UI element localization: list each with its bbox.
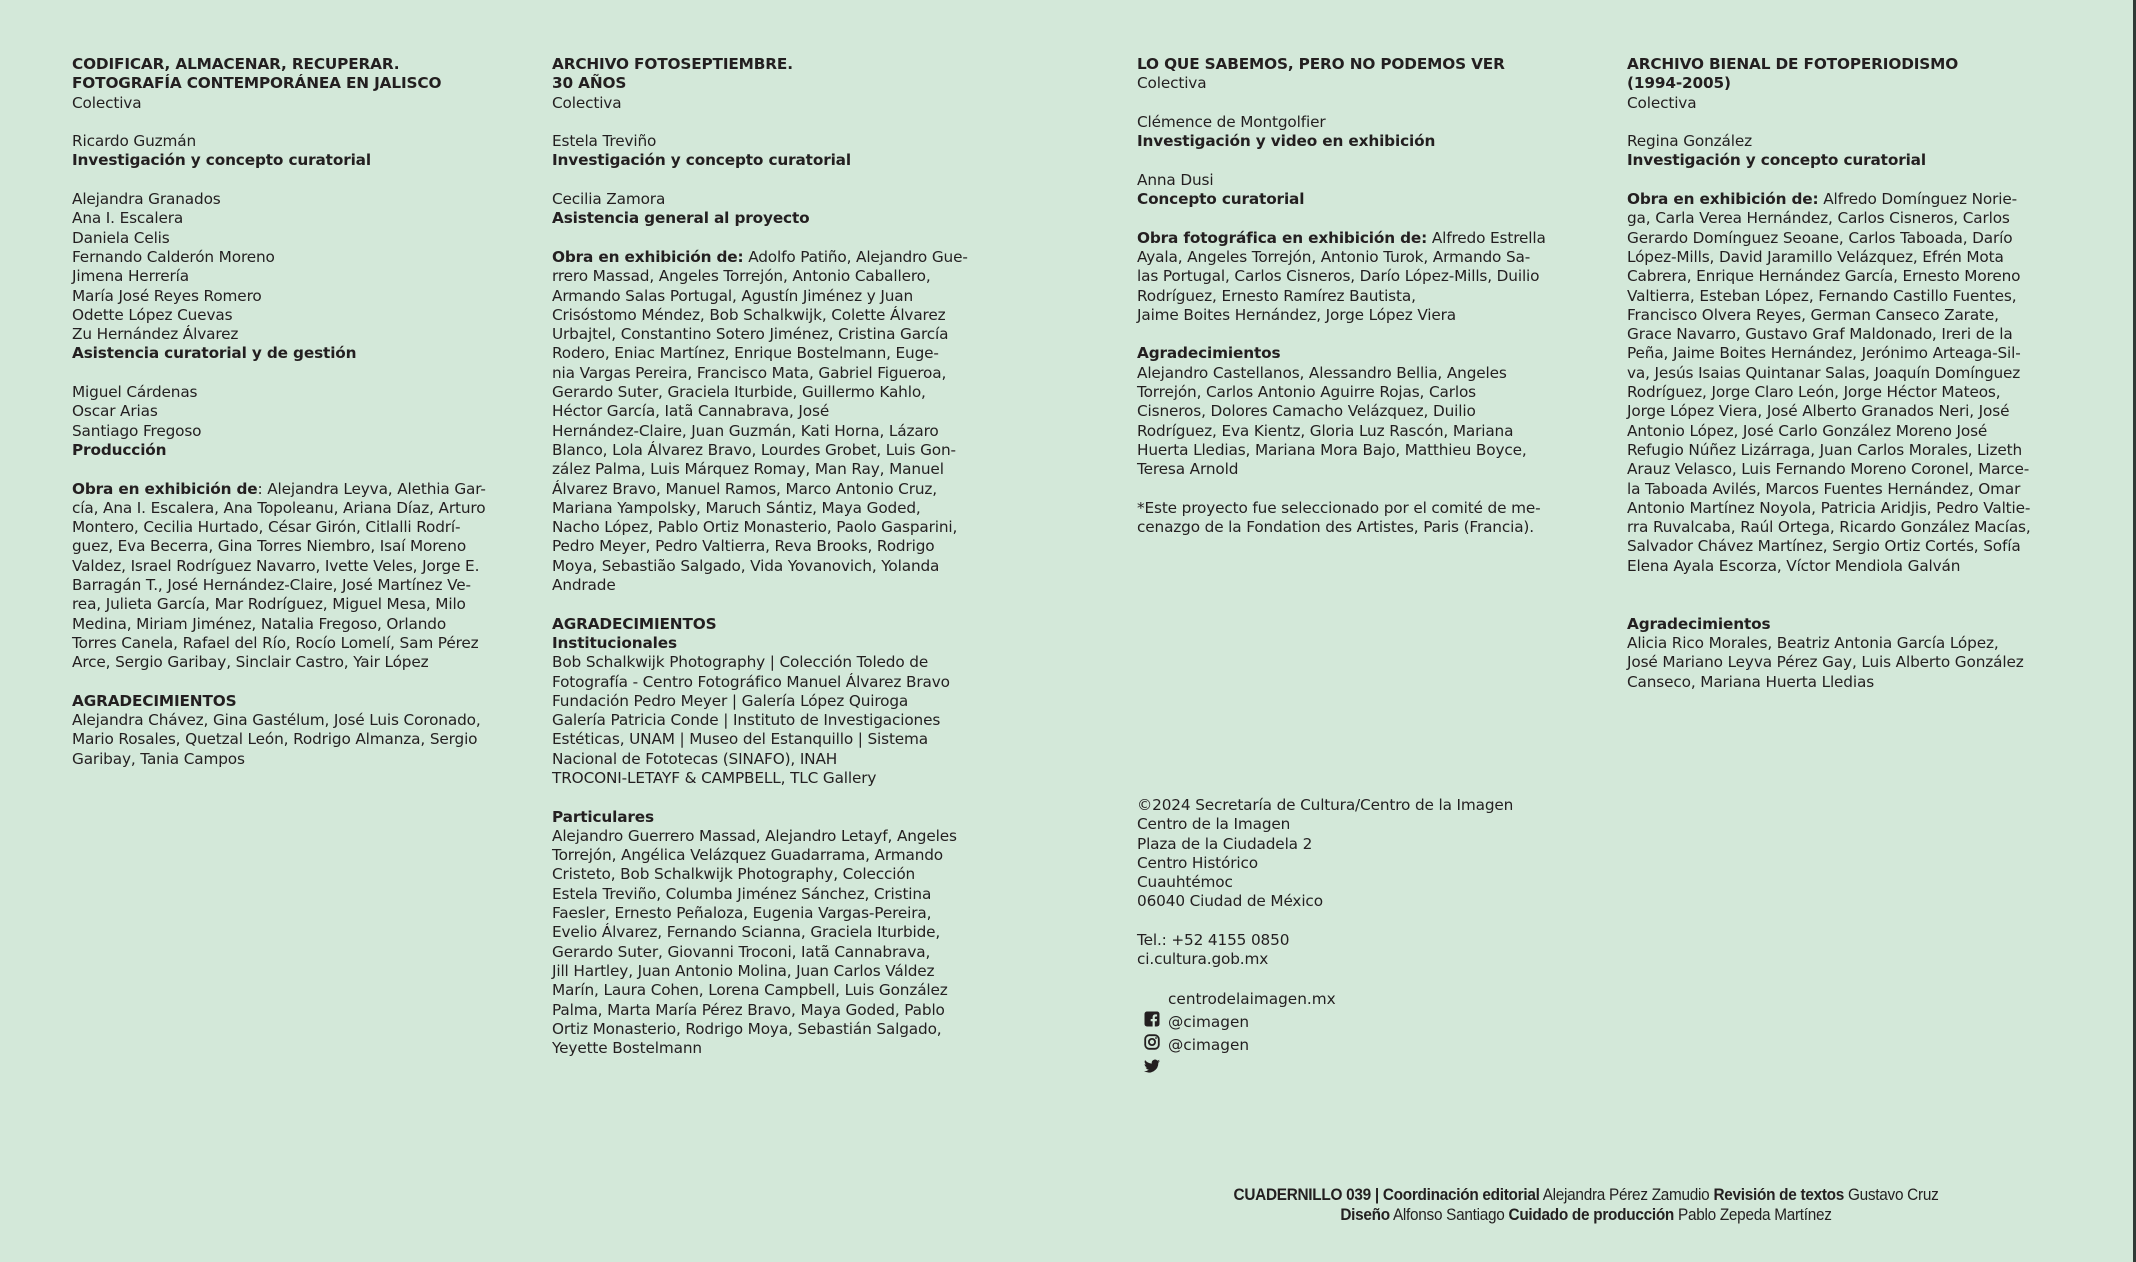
works-text: Francisco Olvera Reyes, German Canseco Zarate, bbox=[1627, 305, 1999, 324]
works-text: guez, Eva Becerra, Gina Torres Niembro, Isaí Moreno bbox=[72, 537, 467, 556]
assistant-name: Daniela Celis bbox=[72, 228, 170, 247]
works-text: Blanco, Lola Álvarez Bravo, Lourdes Grobet, Luis Gon- bbox=[552, 440, 956, 459]
contact-info bbox=[1137, 796, 1513, 970]
works-text: Montero, Cecilia Hurtado, César Girón, Citlalli Rodrí- bbox=[72, 518, 461, 537]
assistants-role: Asistencia curatorial y de gestión bbox=[72, 344, 357, 363]
thanks-text: José Mariano Leyva Pérez Gay, Luis Alberto González bbox=[1627, 653, 2024, 672]
thanks-particular-text: Cristeto, Bob Schalkwijk Photography, Colección bbox=[552, 865, 916, 884]
thanks-text: Rodríguez, Eva Kientz, Gloria Luz Rascón, Mariana bbox=[1137, 421, 1514, 440]
curator-role: Investigación y concepto curatorial bbox=[552, 151, 851, 170]
works-text: Gerardo Domínguez Seoane, Carlos Taboada, Darío bbox=[1627, 228, 2013, 247]
works-text: Andrade bbox=[552, 576, 616, 595]
works-text: Mariana Yampolsky, Maruch Sántiz, Maya Goded, bbox=[552, 498, 921, 517]
works-text: Rodero, Eniac Martínez, Enrique Bostelmann, Euge- bbox=[552, 344, 939, 363]
works-text: : Alejandra Leyva, Alethia Gar- bbox=[257, 479, 486, 498]
thanks-text: Torrejón, Carlos Antonio Aguirre Rojas, Carlos bbox=[1137, 383, 1476, 402]
exhibition-title: FOTOGRAFÍA CONTEMPORÁNEA EN JALISCO bbox=[72, 74, 442, 93]
exhibition-lo-que-sabemos bbox=[1137, 55, 1592, 537]
works-text: Gerardo Suter, Graciela Iturbide, Guillermo Kahlo, bbox=[552, 383, 926, 402]
credits-line-1 bbox=[1075, 1186, 2098, 1206]
works-text: Cabrera, Enrique Hernández García, Ernesto Moreno bbox=[1627, 267, 2021, 286]
works-text: Héctor García, Iatã Cannabrava, José bbox=[552, 402, 830, 421]
exhibition-type: Colectiva bbox=[1627, 93, 1697, 112]
phone-number: Tel.: +52 4155 0850 bbox=[1137, 931, 1290, 950]
thanks-institutional-text: Fundación Pedro Meyer | Galería López Quiroga bbox=[552, 691, 909, 710]
credit-name: Alfonso Santiago bbox=[1389, 1205, 1509, 1224]
thanks-particular-heading: Particulares bbox=[552, 807, 654, 826]
exhibition-type: Colectiva bbox=[1137, 74, 1207, 93]
credit-role: Diseño bbox=[1340, 1205, 1390, 1224]
exhibition-title: ARCHIVO FOTOSEPTIEMBRE. bbox=[552, 55, 793, 73]
works-label: Obra en exhibición de bbox=[72, 479, 258, 498]
works-text: López-Mills, David Jaramillo Velázquez, Efrén Mota bbox=[1627, 247, 2004, 266]
works-label: Obra en exhibición de: bbox=[1627, 190, 1819, 209]
thanks-particular-text: Yeyette Bostelmann bbox=[552, 1039, 702, 1058]
curator-role: Investigación y concepto curatorial bbox=[1627, 151, 1926, 170]
works-text: Refugio Núñez Lizárraga, Juan Carlos Morales, Lizeth bbox=[1627, 440, 2023, 459]
works-text: rra Ruvalcaba, Raúl Ortega, Ricardo González Macías, bbox=[1627, 518, 2031, 537]
works-text: ga, Carla Verea Hernández, Carlos Cisneros, Carlos bbox=[1627, 209, 2010, 228]
social-handle-instagram[interactable]: @cimagen bbox=[1168, 1013, 1250, 1031]
exhibition-title: 30 AÑOS bbox=[552, 74, 627, 93]
credits-line-2 bbox=[1075, 1206, 2098, 1226]
thanks-text: Alejandro Castellanos, Alessandro Bellia, Angeles bbox=[1137, 363, 1507, 382]
thanks-text: Cisneros, Dolores Camacho Velázquez, Duilio bbox=[1137, 402, 1476, 421]
works-label: Obra en exhibición de: bbox=[552, 247, 744, 266]
works-text: Pedro Meyer, Pedro Valtierra, Reva Brooks, Rodrigo bbox=[552, 537, 935, 556]
works-text: cía, Ana I. Escalera, Ana Topoleanu, Ariana Díaz, Arturo bbox=[72, 498, 486, 517]
address-line: Cuauhtémoc bbox=[1137, 873, 1233, 892]
thanks-particular-text: Gerardo Suter, Giovanni Troconi, Iatã Cannabrava, bbox=[552, 942, 931, 961]
works-text: Nacho López, Pablo Ortiz Monasterio, Paolo Gasparini, bbox=[552, 518, 958, 537]
credit-name: Gustavo Cruz bbox=[1844, 1186, 1939, 1204]
curator-name: Ricardo Guzmán bbox=[72, 132, 197, 151]
works-paragraph bbox=[72, 480, 522, 673]
works-text: Peña, Jaime Boites Hernández, Jerónimo Arteaga-Sil- bbox=[1627, 344, 2021, 363]
thanks-heading: Agradecimientos bbox=[1137, 344, 1281, 363]
works-text: las Portugal, Carlos Cisneros, Darío López-Mills, Duilio bbox=[1137, 267, 1540, 286]
thanks-institutional-text: Galería Patricia Conde | Instituto de Investigaciones bbox=[552, 711, 941, 730]
address-line: Plaza de la Ciudadela 2 bbox=[1137, 834, 1313, 853]
thanks-institutional-heading: Institucionales bbox=[552, 633, 677, 652]
works-text: Torres Canela, Rafael del Río, Rocío Lomelí, Sam Pérez bbox=[72, 633, 479, 652]
assistant-name: Fernando Calderón Moreno bbox=[72, 247, 275, 266]
thanks-institutional-text: Bob Schalkwijk Photography | Colección Toledo de bbox=[552, 653, 929, 672]
works-text: Urbajtel, Constantino Sotero Jiménez, Cristina García bbox=[552, 325, 949, 344]
credit-role: Coordinación editorial bbox=[1382, 1186, 1540, 1204]
exhibition-codificar bbox=[72, 55, 522, 769]
website-link[interactable]: ci.cultura.gob.mx bbox=[1137, 950, 1269, 969]
works-text: Hernández-Claire, Juan Guzmán, Kati Horna, Lázaro bbox=[552, 421, 939, 440]
production-name: Oscar Arias bbox=[72, 402, 158, 421]
works-text: Elena Ayala Escorza, Víctor Mendiola Galván bbox=[1627, 556, 1961, 575]
thanks-particular-text: Jill Hartley, Juan Antonio Molina, Juan Carlos Váldez bbox=[552, 961, 935, 980]
works-text: Crisóstomo Méndez, Bob Schalkwijk, Colette Álvarez bbox=[552, 305, 946, 324]
thanks-particular-text: Faesler, Ernesto Peñaloza, Eugenia Vargas-Pereira, bbox=[552, 904, 932, 923]
works-paragraph bbox=[1137, 229, 1592, 325]
assistant-name: Jimena Herrería bbox=[72, 267, 189, 286]
thanks-heading: AGRADECIMIENTOS bbox=[552, 614, 717, 633]
exhibition-fotoseptiembre bbox=[552, 55, 1007, 1058]
footnote-text: cenazgo de la Fondation des Artistes, Paris (Francia). bbox=[1137, 518, 1534, 537]
works-text: Adolfo Patiño, Alejandro Gue- bbox=[743, 247, 968, 266]
thanks-particular-text: Marín, Laura Cohen, Lorena Campbell, Luis González bbox=[552, 981, 948, 1000]
works-text: Moya, Sebastião Salgado, Vida Yovanovich, Yolanda bbox=[552, 556, 940, 575]
thanks-heading: Agradecimientos bbox=[1627, 614, 1771, 633]
exhibition-type: Colectiva bbox=[72, 93, 142, 112]
works-text: Rodríguez, Ernesto Ramírez Bautista, bbox=[1137, 286, 1416, 305]
exhibition-title: LO QUE SABEMOS, PERO NO PODEMOS VER bbox=[1137, 55, 1505, 73]
production-name: Santiago Fregoso bbox=[72, 421, 202, 440]
works-text: Jorge López Viera, José Alberto Granados Neri, José bbox=[1627, 402, 2010, 421]
assistant-name: Alejandra Granados bbox=[72, 190, 221, 209]
exhibition-bienal-fotoperiodismo bbox=[1627, 55, 2082, 692]
address-line: 06040 Ciudad de México bbox=[1137, 892, 1323, 911]
thanks-particular-text: Alejandro Guerrero Massad, Alejandro Letayf, Angeles bbox=[552, 826, 957, 845]
thanks-heading: AGRADECIMIENTOS bbox=[72, 691, 237, 710]
works-text: Alfredo Estrella bbox=[1427, 228, 1546, 247]
assistants-list bbox=[72, 190, 522, 344]
thanks-text: Mario Rosales, Quetzal León, Rodrigo Almanza, Sergio bbox=[72, 730, 478, 749]
works-text: Valdez, Israel Rodríguez Navarro, Ivette Veles, Jorge E. bbox=[72, 556, 480, 575]
works-text: zález Palma, Luis Márquez Romay, Man Ray, Manuel bbox=[552, 460, 944, 479]
curator-name: Estela Treviño bbox=[552, 132, 657, 151]
works-paragraph bbox=[1627, 190, 2082, 576]
exhibition-title: ARCHIVO BIENAL DE FOTOPERIODISMO bbox=[1627, 55, 1959, 73]
thanks-text: Garibay, Tania Campos bbox=[72, 749, 245, 768]
researcher-name: Clémence de Montgolfier bbox=[1137, 112, 1326, 131]
works-text: Alfredo Domínguez Norie- bbox=[1818, 190, 2017, 209]
thanks-institutional-text: Estéticas, UNAM | Museo del Estanquillo | Sistema bbox=[552, 730, 929, 749]
thanks-text: Huerta Lledias, Mariana Mora Bajo, Matthieu Boyce, bbox=[1137, 440, 1527, 459]
copyright-text: ©2024 Secretaría de Cultura/Centro de la Imagen bbox=[1137, 796, 1514, 814]
credit-name: Alejandra Pérez Zamudio bbox=[1539, 1186, 1714, 1204]
address-line: Centro Histórico bbox=[1137, 853, 1258, 872]
curator-name: Anna Dusi bbox=[1137, 170, 1214, 189]
production-role: Producción bbox=[72, 440, 167, 459]
assistant-role: Asistencia general al proyecto bbox=[552, 209, 810, 228]
social-handle-twitter[interactable]: @cimagen bbox=[1168, 1036, 1250, 1054]
works-text: Rodríguez, Jorge Claro León, Jorge Héctor Mateos, bbox=[1627, 383, 2001, 402]
exhibition-title: CODIFICAR, ALMACENAR, RECUPERAR. bbox=[72, 55, 400, 73]
thanks-particular-text: Estela Treviño, Columba Jiménez Sánchez, Cristina bbox=[552, 884, 932, 903]
thanks-text: Canseco, Mariana Huerta Lledias bbox=[1627, 672, 1875, 691]
curator-name: Regina González bbox=[1627, 132, 1752, 151]
assistant-name: María José Reyes Romero bbox=[72, 286, 262, 305]
credit-name: Pablo Zepeda Martínez bbox=[1674, 1205, 1832, 1224]
footnote-text: *Este proyecto fue seleccionado por el comité de me- bbox=[1137, 498, 1541, 517]
thanks-particular-text: Palma, Marta María Pérez Bravo, Maya Goded, Pablo bbox=[552, 1000, 945, 1019]
assistant-name: Ana I. Escalera bbox=[72, 209, 184, 228]
thanks-institutional-text: TROCONI-LETAYF & CAMPBELL, TLC Gallery bbox=[552, 768, 877, 787]
works-text: Armando Salas Portugal, Agustín Jiménez y Juan bbox=[552, 286, 914, 305]
thanks-particular-text: Torrejón, Angélica Velázquez Guadarrama, Armando bbox=[552, 846, 944, 865]
thanks-institutional-text: Nacional de Fototecas (SINAFO), INAH bbox=[552, 749, 838, 768]
works-text: la Taboada Avilés, Marcos Fuentes Hernández, Omar bbox=[1627, 479, 2021, 498]
booklet-number: CUADERNILLO 039 | bbox=[1233, 1186, 1383, 1204]
works-text: Jaime Boites Hernández, Jorge López Viera bbox=[1137, 305, 1457, 324]
works-text: Valtierra, Esteban López, Fernando Castillo Fuentes, bbox=[1627, 286, 2017, 305]
publication-credits bbox=[1075, 1186, 2098, 1225]
works-text: rrero Massad, Angeles Torrejón, Antonio Caballero, bbox=[552, 267, 931, 286]
exhibition-title: (1994-2005) bbox=[1627, 74, 1731, 93]
facebook-icon[interactable] bbox=[1143, 1010, 1161, 1028]
address-line: Centro de la Imagen bbox=[1137, 815, 1291, 834]
works-text: Antonio López, José Carlo González Moreno José bbox=[1627, 421, 1988, 440]
works-text: Salvador Chávez Martínez, Sergio Ortiz Cortés, Sofía bbox=[1627, 537, 2021, 556]
thanks-text: Alicia Rico Morales, Beatriz Antonia García López, bbox=[1627, 633, 1999, 652]
curator-role: Concepto curatorial bbox=[1137, 190, 1305, 209]
works-label: Obra fotográfica en exhibición de: bbox=[1137, 228, 1428, 247]
thanks-text: Teresa Arnold bbox=[1137, 460, 1239, 479]
works-text: Arce, Sergio Garibay, Sinclair Castro, Yair López bbox=[72, 653, 429, 672]
instagram-icon[interactable] bbox=[1143, 1033, 1161, 1051]
thanks-particular-text: Evelio Álvarez, Fernando Scianna, Graciela Iturbide, bbox=[552, 923, 941, 942]
works-text: nia Vargas Pereira, Francisco Mata, Gabriel Figueroa, bbox=[552, 363, 947, 382]
works-paragraph bbox=[552, 248, 1007, 595]
thanks-text: Alejandra Chávez, Gina Gastélum, José Luis Coronado, bbox=[72, 711, 481, 730]
works-text: va, Jesús Isaias Quintanar Salas, Joaquín Domínguez bbox=[1627, 363, 2021, 382]
production-name: Miguel Cárdenas bbox=[72, 383, 198, 402]
social-handle-facebook[interactable]: centrodelaimagen.mx bbox=[1168, 990, 1336, 1008]
credit-role: Cuidado de producción bbox=[1508, 1205, 1675, 1224]
works-text: rea, Julieta García, Mar Rodríguez, Miguel Mesa, Milo bbox=[72, 595, 466, 614]
works-text: Grace Navarro, Gustavo Graf Maldonado, Ireri de la bbox=[1627, 325, 2013, 344]
thanks-particular-text: Ortiz Monasterio, Rodrigo Moya, Sebastián Salgado, bbox=[552, 1019, 942, 1038]
thanks-institutional-text: Fotografía - Centro Fotográfico Manuel Álvarez Bravo bbox=[552, 672, 950, 691]
assistant-name: Zu Hernández Álvarez bbox=[72, 325, 239, 344]
works-text: Arauz Velasco, Luis Fernando Moreno Coronel, Marce- bbox=[1627, 460, 2030, 479]
works-text: Medina, Miriam Jiménez, Natalia Fregoso, Orlando bbox=[72, 614, 447, 633]
exhibition-type: Colectiva bbox=[552, 93, 622, 112]
works-text: Antonio Martínez Noyola, Patricia Aridjis, Pedro Valtie- bbox=[1627, 498, 2031, 517]
credit-role: Revisión de textos bbox=[1713, 1186, 1845, 1204]
researcher-role: Investigación y video en exhibición bbox=[1137, 132, 1436, 151]
works-text: Álvarez Bravo, Manuel Ramos, Marco Antonio Cruz, bbox=[552, 479, 937, 498]
works-text: Ayala, Angeles Torrejón, Antonio Turok, Armando Sa- bbox=[1137, 247, 1531, 266]
curator-role: Investigación y concepto curatorial bbox=[72, 151, 371, 170]
works-text: Barragán T., José Hernández-Claire, José Martínez Ve- bbox=[72, 576, 471, 595]
twitter-icon[interactable] bbox=[1143, 1057, 1161, 1075]
assistant-name: Odette López Cuevas bbox=[72, 305, 233, 324]
social-links bbox=[1143, 990, 1443, 1070]
assistant-name: Cecilia Zamora bbox=[552, 190, 666, 209]
